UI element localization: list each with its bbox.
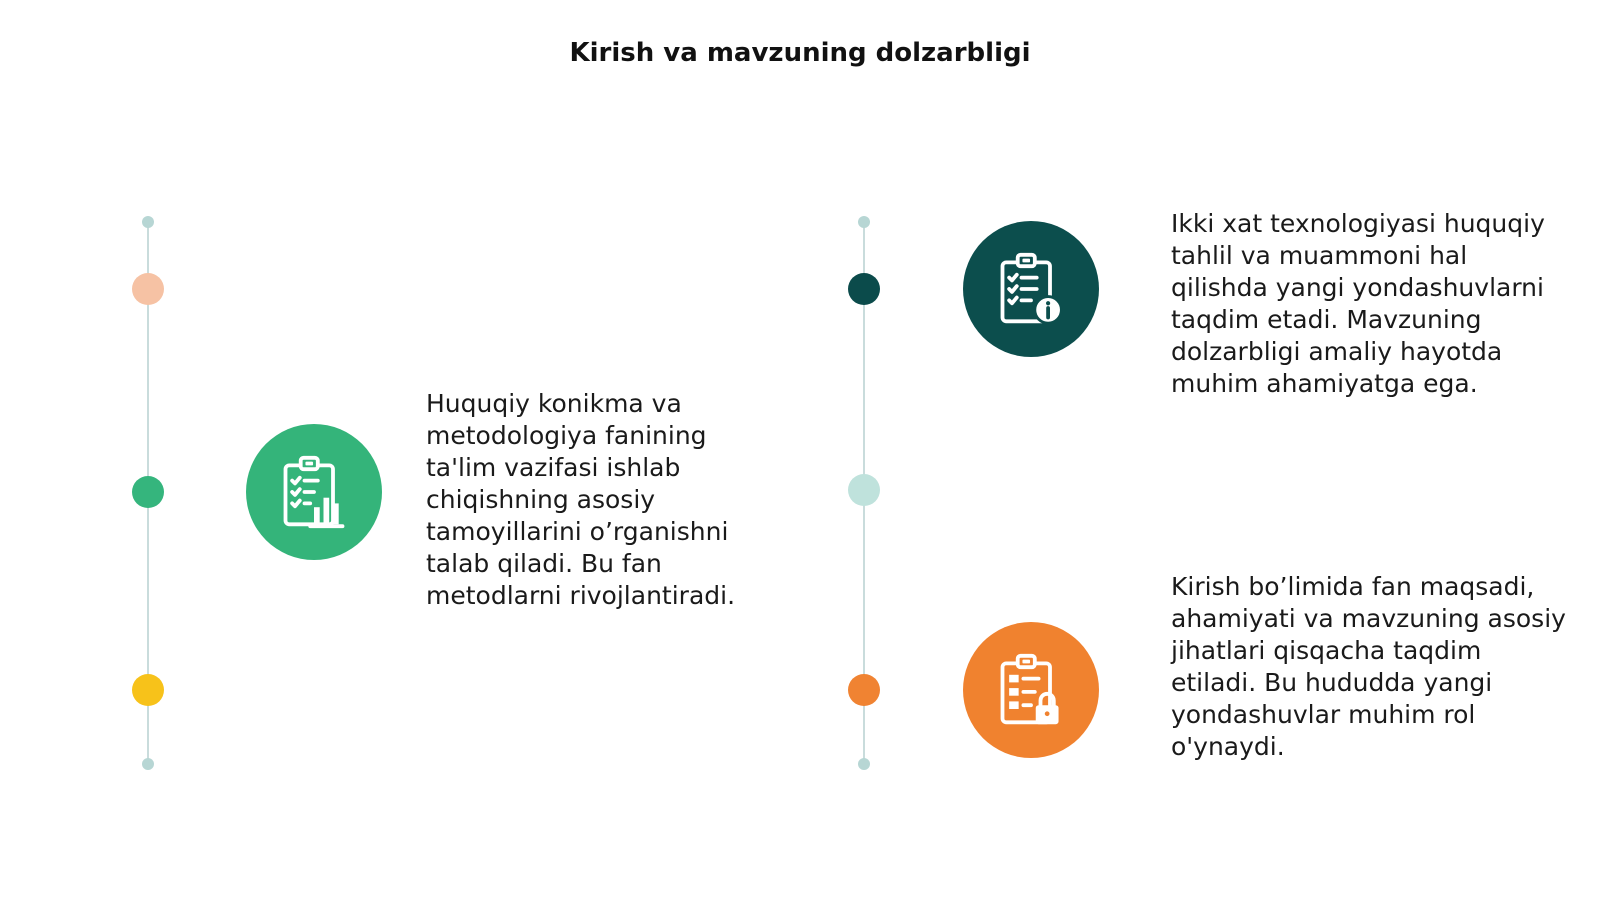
right-timeline-end-top: [858, 216, 870, 228]
clipboard-chart-badge: [246, 424, 382, 560]
clipboard-lock-badge: [963, 622, 1099, 758]
left-timeline-end-bottom: [142, 758, 154, 770]
clipboard-lock-icon: [993, 652, 1069, 728]
clipboard-info-icon: [993, 251, 1069, 327]
left-timeline-end-top: [142, 216, 154, 228]
clipboard-info-badge: [963, 221, 1099, 357]
item-text-3: Kirish bo’limida fan maqsadi, ahamiyati va mavzuning asosiy jihatlari qisqacha taqdim etiladi. Bu hududda yangi yondashuvlar muhim rol o'ynaydi.: [1171, 572, 1566, 761]
item-text-2: Ikki xat texnologiyasi huquqiy tahlil va muammoni hal qilishda yangi yondashuvlarni taqdim etadi. Mavzuning dolzarbligi amaliy hayotda muhim ahamiyatga ega.: [1171, 209, 1545, 398]
item-text-1: Huquqiy konikma va metodologiya fanining ta'lim vazifasi ishlab chiqishning asosiy tamoyillarini o’rganishni talab qiladi. Bu fan metodlarni rivojlantiradi.: [426, 389, 736, 610]
right-timeline-dot-teal: [848, 273, 880, 305]
left-timeline-dot-yellow: [132, 674, 164, 706]
right-timeline-dot-orange: [848, 674, 880, 706]
right-timeline-end-bottom: [858, 758, 870, 770]
left-timeline-dot-green: [132, 476, 164, 508]
left-timeline-dot-peach: [132, 273, 164, 305]
page-title: Kirish va mavzuning dolzarbligi: [569, 38, 1031, 68]
right-timeline-dot-pale: [848, 474, 880, 506]
clipboard-chart-icon: [276, 454, 352, 530]
